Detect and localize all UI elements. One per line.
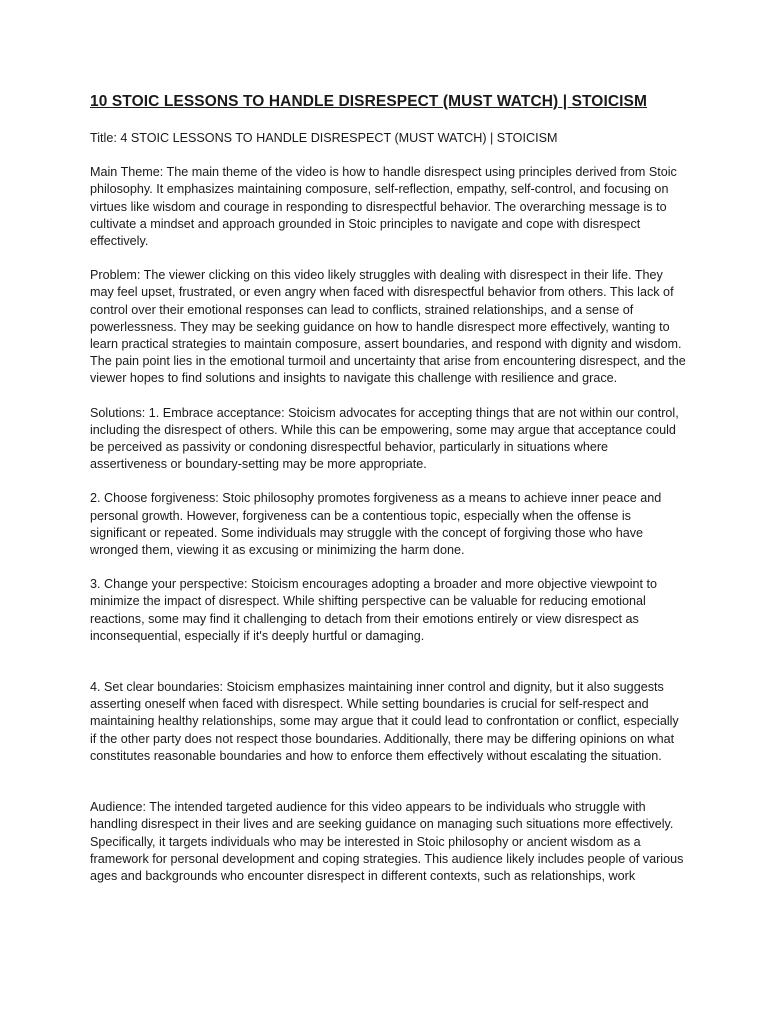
document-page	[90, 92, 686, 885]
solution-4-paragraph: 4. Set clear boundaries: Stoicism emphasizes maintaining inner control and dignity, but it also suggests asserting oneself when faced with disrespect. While setting boundaries is crucial for self-respect and maintaining healthy relationships, some may argue that it could lead to confrontation or conflict, especially if the other party does not respect those boundaries. Additionally, there may be differing opinions on what constitutes reasonable boundaries and how to enforce them effectively without escalating the situation.	[90, 680, 679, 763]
problem-paragraph: Problem: The viewer clicking on this video likely struggles with dealing with disrespect in their life. They may feel upset, frustrated, or even angry when faced with disrespectful behavior from others. This lack of control over their emotional responses can lead to conflicts, strained relationships, and a sense of powerlessness. They may be seeking guidance on how to handle disrespect more effectively, wanting to learn practical strategies to maintain composure, assert boundaries, and respond with dignity and wisdom. The pain point lies in the emotional turmoil and uncertainty that arise from encountering disrespect, and the viewer hopes to find solutions and insights to navigate this challenge with resilience and grace.	[90, 268, 686, 386]
solution-2-paragraph: 2. Choose forgiveness: Stoic philosophy promotes forgiveness as a means to achieve inner peace and personal growth. However, forgiveness can be a contentious topic, especially when the offense is significant or repeated. Some individuals may struggle with the concept of forgiving those who have wronged them, viewing it as excusing or minimizing the harm done.	[90, 491, 662, 558]
audience-paragraph: Audience: The intended targeted audience for this video appears to be individuals who struggle with handling disrespect in their lives and are seeking guidance on managing such situations more effectively. Specifically, it targets individuals who may be interested in Stoic philosophy or ancient wisdom as a framework for personal development and coping strategies. This audience likely includes people of various ages and backgrounds who encounter disrespect in different contexts, such as relationships, work	[90, 800, 684, 883]
solution-1-paragraph: Solutions: 1. Embrace acceptance: Stoicism advocates for accepting things that are not within our control, including the disrespect of others. While this can be empowering, some may argue that acceptance could be perceived as passivity or condoning disrespectful behavior, particularly in situations where assertiveness or boundary-setting may be more appropriate.	[90, 405, 679, 472]
document-heading: 10 STOIC LESSONS TO HANDLE DISRESPECT (MUST WATCH) | STOICISM	[90, 93, 648, 110]
main-theme-paragraph: Main Theme: The main theme of the video is how to handle disrespect using principles derived from Stoic philosophy. It emphasizes maintaining composure, self-reflection, empathy, self-control, and focusing on virtues like wisdom and courage in responding to disrespectful behavior. The overarching message is to cultivate a mindset and approach grounded in Stoic principles to navigate and cope with disrespect effectively.	[90, 165, 677, 249]
title-paragraph: Title: 4 STOIC LESSONS TO HANDLE DISRESPECT (MUST WATCH) | STOICISM	[90, 131, 558, 145]
solution-3-paragraph: 3. Change your perspective: Stoicism encourages adopting a broader and more objective viewpoint to minimize the impact of disrespect. While shifting perspective can be valuable for reducing emotional reactions, some may find it challenging to detach from their emotions entirely or view disrespect as inconsequential, especially if it's deeply hurtful or damaging.	[90, 577, 658, 643]
